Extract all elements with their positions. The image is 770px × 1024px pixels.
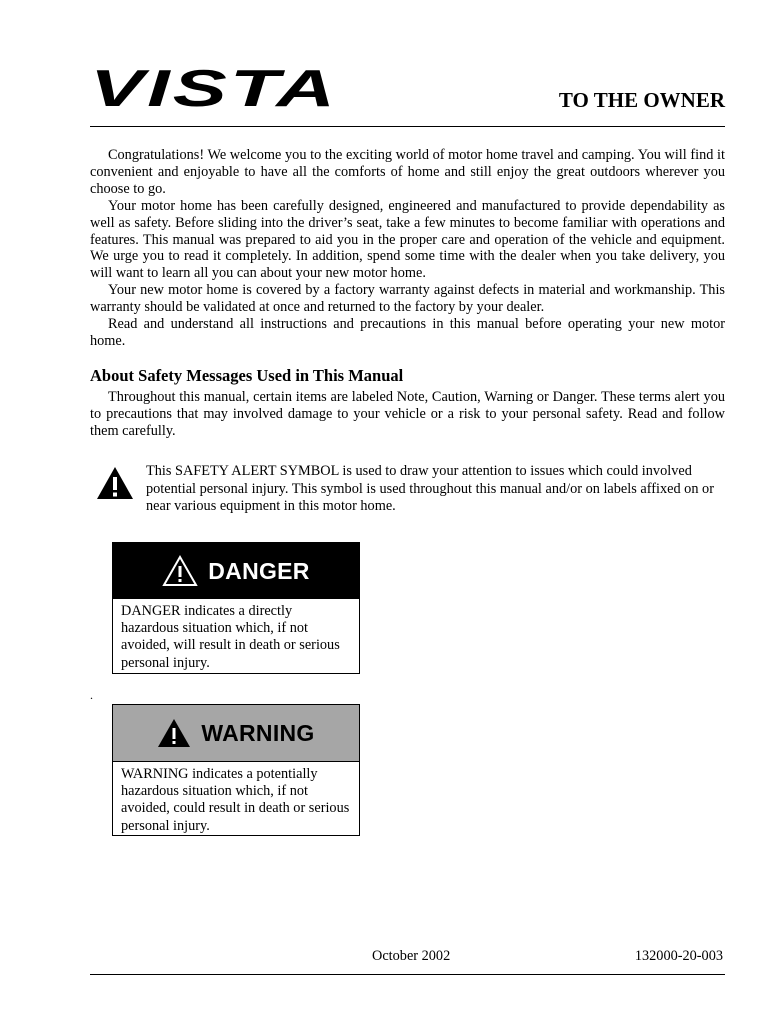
danger-panel xyxy=(112,542,360,674)
warning-triangle-icon xyxy=(157,718,191,748)
intro-paragraph: Read and understand all instructions and precautions in this manual before operating your new motor home. xyxy=(90,316,725,349)
footer-date: October 2002 xyxy=(372,948,451,964)
intro-paragraph: Your new motor home is covered by a factory warranty against defects in material and workmanship. This warranty should be validated at once and returned to the factory by your dealer. xyxy=(90,282,725,316)
section-body: Throughout this manual, certain items are labeled Note, Caution, Warning or Danger. These terms alert you to precautions that may involved damage to your vehicle or a risk to your personal safety. Read and follow them carefully. xyxy=(90,389,725,439)
svg-text:VISTA: VISTA xyxy=(90,66,338,110)
warning-header xyxy=(113,705,359,762)
danger-label: DANGER xyxy=(208,557,310,584)
danger-header xyxy=(113,543,359,599)
warning-label: WARNING xyxy=(201,719,315,746)
intro-section xyxy=(90,147,725,350)
page-title: TO THE OWNER xyxy=(558,88,725,112)
warning-triangle-icon xyxy=(162,555,198,587)
stray-mark: . xyxy=(90,688,93,702)
safety-alert-description: This SAFETY ALERT SYMBOL is used to draw your attention to issues which could involved potential personal injury. This symbol is used throughout this manual and/or on labels affixed on or near various equipment in this motor home. xyxy=(146,463,714,514)
footer-divider xyxy=(90,974,725,975)
section-heading: About Safety Messages Used in This Manual xyxy=(90,366,404,385)
footer-doc-number: 132000-20-003 xyxy=(634,948,723,964)
warning-description: WARNING indicates a potentially hazardous situation which, if not avoided, could result in death or serious personal injury. xyxy=(121,766,350,834)
vista-logo xyxy=(90,66,340,110)
intro-paragraph: Your motor home has been carefully designed, engineered and manufactured to provide dependability as well as safety. Before sliding into the driver’s seat, take a few minutes to become familiar with operations and features. This manual was prepared to aid you in the proper care and operation of the vehicle and equipment. We urge you to read it completely. In addition, spend some time with the dealer when you take delivery, you will want to learn all you can about your new motor home. xyxy=(90,197,725,282)
warning-triangle-icon xyxy=(96,466,134,500)
intro-paragraph: Congratulations! We welcome you to the exciting world of motor home travel and camping. You will find it convenient and enjoyable to have all the comforts of home and still enjoy the great outdoors wherever you choose to go. xyxy=(90,147,725,197)
danger-description: DANGER indicates a directly hazardous situation which, if not avoided, will result in death or serious personal injury. xyxy=(121,603,340,671)
header-divider xyxy=(90,126,725,127)
warning-panel xyxy=(112,704,360,836)
